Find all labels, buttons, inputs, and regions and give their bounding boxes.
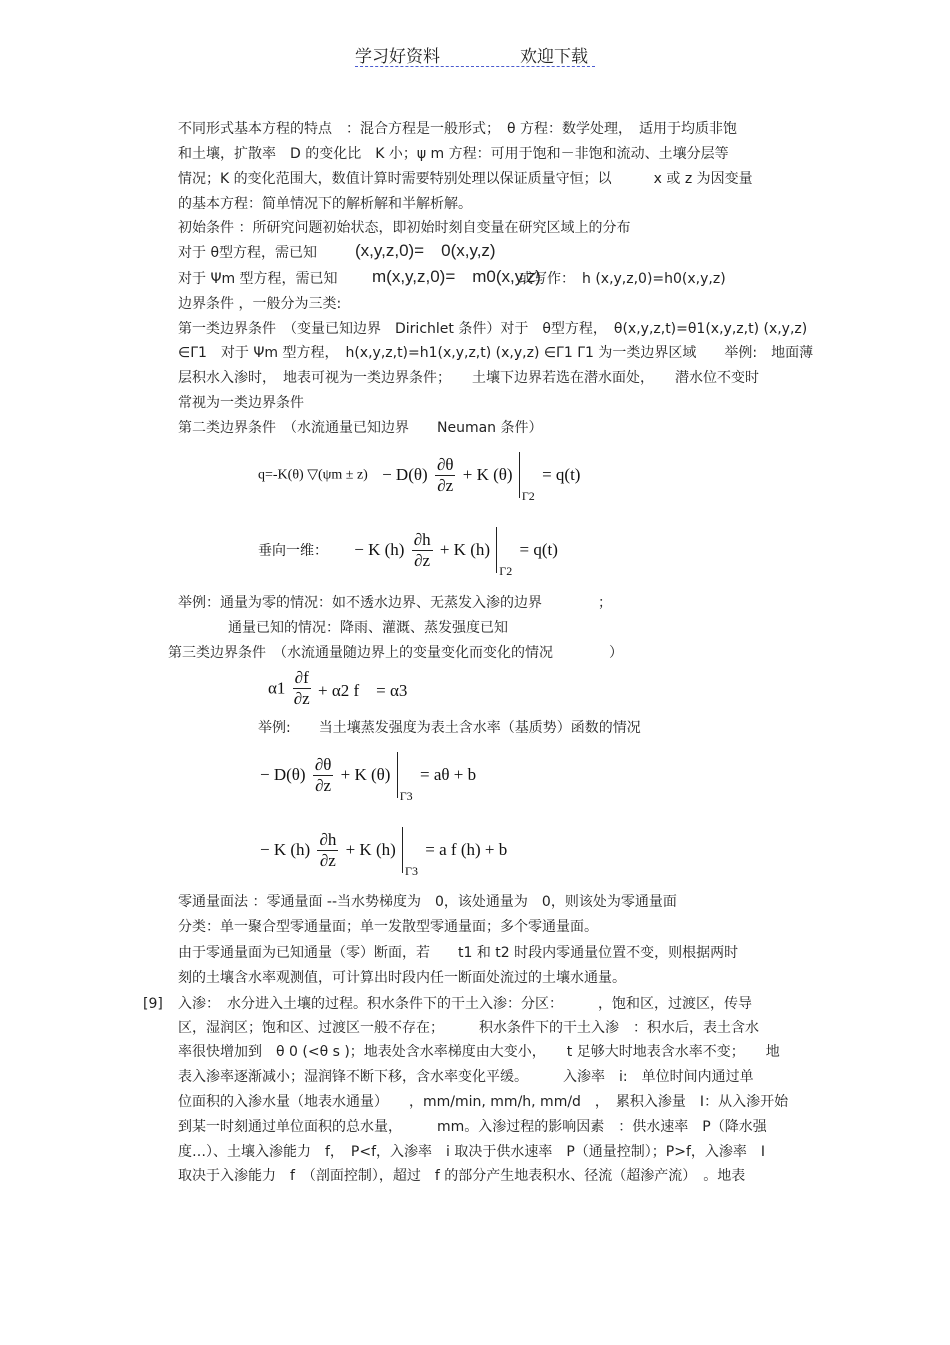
equation-vertical-1d	[258, 527, 558, 578]
eq2-term-a: − K (h)	[354, 540, 405, 559]
text-line: 第二类边界条件 （水流通量已知边界 Neuman 条件）	[178, 420, 543, 436]
text-line: 度…）、土壤入渗能力 f， P<f，入渗率 i 取决于供水速率 P（通量控制）；P>f，入渗率 I	[178, 1144, 766, 1160]
eq4-term-b: + K (θ)	[340, 765, 391, 784]
page-header	[355, 40, 595, 67]
equation-second-type	[258, 452, 581, 503]
text-line: 举例: 当土壤蒸发强度为表土含水率（基质势）函数的情况	[258, 720, 641, 736]
text-line: 层积水入渗时， 地表可视为一类边界条件； 土壤下边界若选在潜水面处， 潜水位不变时	[178, 370, 759, 386]
eq1-numerator: ∂θ	[436, 454, 454, 474]
eq2-rhs: = q(t)	[519, 540, 558, 559]
eq5-denominator: ∂z	[319, 850, 336, 870]
equation-evaporation-theta	[260, 752, 477, 803]
eq5-numerator: ∂h	[319, 829, 337, 849]
eq2-term-b: + K (h)	[439, 540, 491, 559]
eq1-rhs: = q(t)	[542, 465, 581, 484]
text-line: 刻的土壤含水率观测值，可计算出时段内任一断面处流过的土壤水通量。	[178, 970, 626, 986]
text-line: 的基本方程：简单情况下的解析解和半解析解。	[178, 196, 472, 212]
eq3-numerator: ∂f	[294, 668, 309, 687]
eq3-fraction	[293, 668, 311, 709]
eq2-fraction	[412, 530, 433, 571]
text-line: 第一类边界条件 （变量已知边界 Dirichlet 条件）对于 θ型方程， θ(x,y,z,t)=θ1(x,y,z,t) (x,y,z)	[178, 321, 808, 337]
eq4-term-a: − D(θ)	[260, 765, 306, 784]
eq4-denominator: ∂z	[315, 775, 332, 795]
header-left-text: 学习好资料	[355, 47, 440, 67]
text-line: 和土壤，扩散率 D 的变化比 K 小；ψ m 方程：可用于饱和－非饱和流动、土壤分层等	[178, 146, 729, 162]
text-line: 区，湿润区；饱和区、过渡区一般不存在； 积水条件下的干土入渗 ：积水后，表土含水	[178, 1020, 759, 1036]
eq3-term-a: α1	[268, 678, 286, 698]
eq4-rhs: = aθ + b	[419, 765, 477, 784]
formula-inline: m(x,y,z,0)= m0(x,y,z)	[372, 267, 541, 286]
text-line: 第三类边界条件 （水流通量随边界上的变量变化而变化的情况 ）	[168, 645, 623, 661]
eq5-fraction	[317, 830, 338, 871]
text-line: 取决于入渗能力 f （剖面控制），超过 f 的部分产生地表积水、径流（超渗产流） 。地表	[178, 1168, 746, 1184]
eq2-numerator: ∂h	[413, 529, 431, 549]
text-line: 率很快增加到 θ 0 (<θ s )；地表处含水率梯度由大变小， t 足够大时地表含水率不变； 地	[178, 1044, 780, 1060]
eq4-boundary-bar	[397, 752, 413, 803]
eq2-boundary-bar	[496, 527, 513, 578]
text-line: ∈Γ1 对于 Ψm 型方程， h(x,y,z,t)=h1(x,y,z,t) (x,y,z) ∈Γ1 Γ1 为一类边界区域 举例: 地面薄	[178, 345, 814, 361]
text-line: 对于 θ型方程，需已知	[178, 245, 318, 261]
text-line: 不同形式基本方程的特点 ：混合方程是一般形式； θ 方程：数学处理， 适用于均质非饱	[178, 121, 738, 137]
text-line: 入渗： 水分进入土壤的过程。积水条件下的干土入渗：分区： ，饱和区，过渡区，传导	[178, 996, 752, 1012]
text-line: 或写作： h (x,y,z,0)=h0(x,y,z)	[519, 271, 726, 287]
text-line: 表入渗率逐渐减小；湿润锋不断下移，含水率变化平缓。 入渗率 i: 单位时间内通过单	[178, 1069, 754, 1085]
equation-third-type	[268, 668, 407, 709]
text-line: 初始条件 ：所研究问题初始状态，即初始时刻自变量在研究区域上的分布	[178, 220, 631, 236]
text-line: 对于 Ψm 型方程，需已知	[178, 271, 338, 287]
text-line: 由于零通量面为已知通量（零）断面，若 t1 和 t2 时段内零通量位置不变，则根据两时	[178, 945, 739, 961]
text-line: 分类：单一聚合型零通量面；单一发散型零通量面；多个零通量面。	[178, 919, 598, 935]
text-line: 情况；K 的变化范围大，数值计算时需要特别处理以保证质量守恒；以 x 或 z 为因变量	[178, 171, 753, 187]
text-line: 举例：通量为零的情况：如不透水边界、无蒸发入渗的边界 ；	[178, 595, 612, 611]
eq1-boundary-bar	[519, 452, 535, 503]
eq5-rhs: = a f (h) + b	[425, 840, 508, 859]
eq3-term-b: + α2 f = α3	[317, 681, 408, 700]
eq4-fraction	[313, 755, 334, 796]
text-line: 位面积的入渗水量（地表水通量） ，mm/min, mm/h, mm/d ， 累积入渗量 I：从入渗开始	[178, 1094, 789, 1110]
eq5-boundary-bar	[402, 827, 418, 878]
text-line: 边界条件 ，一般分为三类:	[178, 296, 342, 312]
reference-marker: [9]	[143, 996, 163, 1012]
formula-inline: (x,y,z,0)= 0(x,y,z)	[355, 241, 496, 260]
text-line: 常视为一类边界条件	[178, 395, 304, 411]
text-line: 零通量面法 ：零通量面 --当水势梯度为 0，该处通量为 0，则该处为零通量面	[178, 894, 677, 910]
eq2-denominator: ∂z	[414, 550, 431, 570]
eq1-denominator: ∂z	[437, 475, 454, 495]
eq2-boundary-sub: Γ2	[499, 564, 513, 578]
eq4-numerator: ∂θ	[314, 754, 332, 774]
eq5-term-a: − K (h)	[260, 840, 311, 859]
text-line: 到某一时刻通过单位面积的总水量， mm。入渗过程的影响因素 ：供水速率 P（降水强	[178, 1119, 767, 1135]
eq1-boundary-sub: Γ2	[521, 489, 535, 503]
eq1-term-b: + K (θ)	[462, 465, 513, 484]
eq5-term-b: + K (h)	[345, 840, 396, 859]
eq5-boundary-sub: Γ3	[405, 864, 418, 878]
eq3-denominator: ∂z	[293, 689, 310, 708]
header-right-text: 欢迎下载	[520, 47, 588, 67]
eq1-lhs: q=-K(θ) ▽(ψm ± z)	[258, 467, 368, 483]
eq1-fraction	[435, 455, 456, 496]
eq4-boundary-sub: Γ3	[399, 789, 413, 803]
equation-evaporation-h	[260, 827, 508, 878]
text-line: 通量已知的情况：降雨、灌溉、蒸发强度已知	[228, 620, 508, 636]
eq1-term-a: − D(θ)	[382, 465, 428, 484]
eq2-label: 垂向一维：	[258, 543, 328, 559]
